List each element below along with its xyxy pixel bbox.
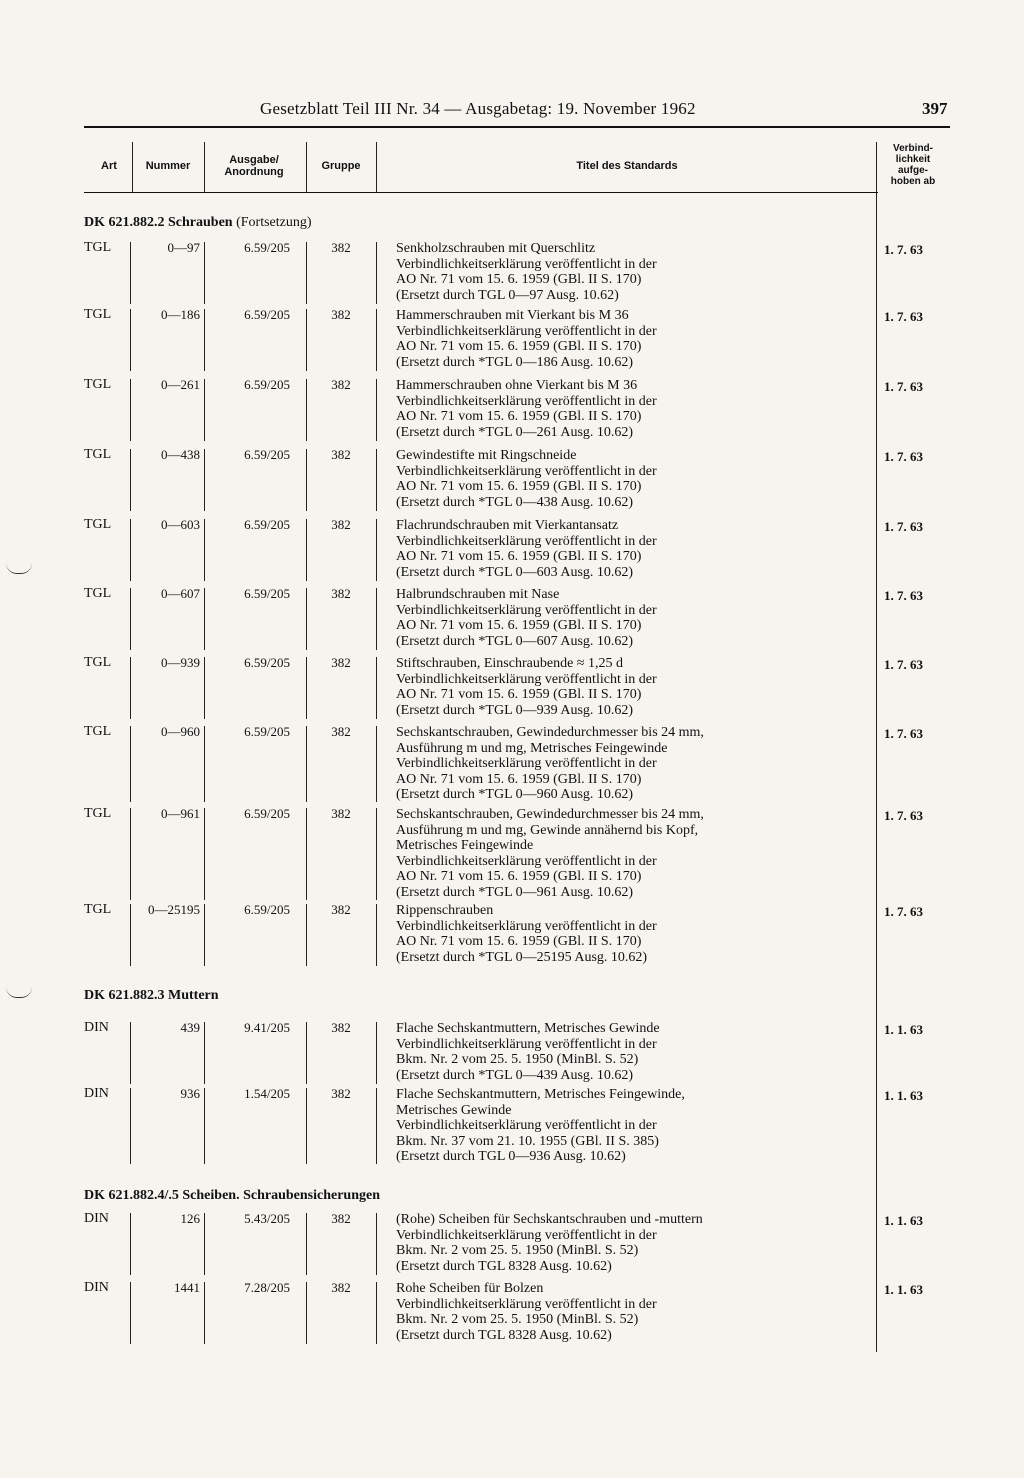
cell-gruppe: 382 (331, 377, 351, 392)
cell-ausgabe: 7.28/205 (244, 1280, 290, 1295)
row-divider (204, 379, 205, 441)
cell-art: DIN (84, 1211, 109, 1226)
section-heading (84, 215, 312, 231)
row-divider (376, 379, 377, 441)
row-divider (306, 1088, 307, 1164)
cell-gruppe: 382 (331, 655, 351, 670)
row-divider (306, 242, 307, 304)
section-heading (84, 988, 219, 1004)
column-divider (132, 142, 133, 192)
cell-titel: Sechskantschrauben, Gewindedurchmesser bis 24 mm, Ausführung m und mg, Metrisches Feingewinde Verbindlichkeitserklärung veröffentlicht in der AO Nr. 71 vom 15. 6. 1959 (GBl. II S. 170) (Ersetzt durch *TGL 0—960 Ausg. 10.62) (396, 725, 704, 802)
margin-mark (6, 987, 32, 998)
cell-gruppe: 382 (331, 724, 351, 739)
cell-ausgabe: 9.41/205 (244, 1020, 290, 1035)
row-divider (376, 309, 377, 371)
cell-ausgabe: 6.59/205 (244, 586, 290, 601)
cell-datum: 1. 7. 63 (884, 657, 923, 672)
row-divider (130, 242, 131, 304)
section-heading-text: DK 621.882.2 Schrauben (84, 215, 233, 230)
cell-art: DIN (84, 1280, 109, 1295)
section-heading (84, 1188, 380, 1204)
cell-titel: Hammerschrauben ohne Vierkant bis M 36 Verbindlichkeitserklärung veröffentlicht in der AO Nr. 71 vom 15. 6. 1959 (GBl. II S. 170) (Ersetzt durch *TGL 0—261 Ausg. 10.62) (396, 378, 657, 440)
cell-nummer: 0—186 (161, 307, 200, 322)
cell-titel: Rippenschrauben Verbindlichkeitserklärung veröffentlicht in der AO Nr. 71 vom 15. 6. 1959 (GBl. II S. 170) (Ersetzt durch *TGL 0—25195 Ausg. 10.62) (396, 903, 657, 965)
row-divider (204, 1022, 205, 1084)
column-divider-date (876, 142, 877, 1352)
cell-nummer: 0—960 (161, 724, 200, 739)
cell-titel: Senkholzschrauben mit Querschlitz Verbindlichkeitserklärung veröffentlicht in der AO Nr. 71 vom 15. 6. 1959 (GBl. II S. 170) (Ersetzt durch TGL 0—97 Ausg. 10.62) (396, 241, 657, 303)
cell-titel: Flachrundschrauben mit Vierkantansatz Verbindlichkeitserklärung veröffentlicht in der AO Nr. 71 vom 15. 6. 1959 (GBl. II S. 170) (Ersetzt durch *TGL 0—603 Ausg. 10.62) (396, 518, 657, 580)
section-heading-text: DK 621.882.3 Muttern (84, 988, 219, 1003)
margin-mark (6, 563, 32, 574)
row-divider (376, 242, 377, 304)
row-divider (130, 657, 131, 719)
row-divider (130, 588, 131, 650)
row-divider (130, 1022, 131, 1084)
row-divider (306, 449, 307, 511)
column-divider (376, 142, 377, 192)
row-divider (130, 309, 131, 371)
cell-ausgabe: 6.59/205 (244, 307, 290, 322)
cell-nummer: 0—97 (167, 240, 200, 255)
cell-ausgabe: 6.59/205 (244, 377, 290, 392)
column-header-verbindlichkeit: Verbind- lichkeit aufge- hoben ab (890, 143, 936, 187)
page-header-title: Gesetzblatt Teil III Nr. 34 — Ausgabetag: 19. November 1962 (260, 99, 696, 118)
cell-ausgabe: 6.59/205 (244, 655, 290, 670)
cell-art: DIN (84, 1020, 109, 1035)
row-divider (376, 808, 377, 900)
cell-gruppe: 382 (331, 806, 351, 821)
column-header-art: Art (101, 160, 117, 172)
row-divider (130, 1088, 131, 1164)
header-rule (84, 126, 950, 128)
column-header-ausgabe: Ausgabe/ Anordnung (224, 154, 284, 178)
row-divider (204, 449, 205, 511)
row-divider (306, 309, 307, 371)
row-divider (130, 519, 131, 581)
row-divider (306, 588, 307, 650)
row-divider (376, 449, 377, 511)
cell-datum: 1. 7. 63 (884, 519, 923, 534)
cell-ausgabe: 5.43/205 (244, 1211, 290, 1226)
row-divider (204, 1088, 205, 1164)
row-divider (306, 1213, 307, 1275)
cell-ausgabe: 6.59/205 (244, 806, 290, 821)
cell-datum: 1. 7. 63 (884, 309, 923, 324)
cell-art: TGL (84, 307, 112, 322)
cell-art: DIN (84, 1086, 109, 1101)
cell-nummer: 0—261 (161, 377, 200, 392)
row-divider (376, 519, 377, 581)
row-divider (376, 588, 377, 650)
row-divider (376, 657, 377, 719)
cell-art: TGL (84, 724, 112, 739)
row-divider (306, 726, 307, 802)
cell-datum: 1. 7. 63 (884, 588, 923, 603)
row-divider (130, 379, 131, 441)
cell-nummer: 0—939 (161, 655, 200, 670)
cell-titel: Rohe Scheiben für Bolzen Verbindlichkeitserklärung veröffentlicht in der Bkm. Nr. 2 vom 25. 5. 1950 (MinBl. S. 52) (Ersetzt durch TGL 8328 Ausg. 10.62) (396, 1281, 657, 1343)
row-divider (130, 904, 131, 966)
row-divider (306, 1022, 307, 1084)
cell-art: TGL (84, 806, 112, 821)
cell-nummer: 0—607 (161, 586, 200, 601)
cell-nummer: 126 (180, 1211, 200, 1226)
cell-ausgabe: 6.59/205 (244, 902, 290, 917)
row-divider (376, 1088, 377, 1164)
cell-datum: 1. 1. 63 (884, 1213, 923, 1228)
cell-datum: 1. 1. 63 (884, 1022, 923, 1037)
row-divider (306, 1282, 307, 1344)
cell-datum: 1. 7. 63 (884, 726, 923, 741)
cell-titel: Sechskantschrauben, Gewindedurchmesser bis 24 mm, Ausführung m und mg, Gewinde annähernd bis Kopf, Metrisches Feingewinde Verbindlichkeitserklärung veröffentlicht in der AO Nr. 71 vom 15. 6. 1959 (GBl. II S. 170) (Ersetzt durch *TGL 0—961 Ausg. 10.62) (396, 807, 704, 900)
cell-nummer: 0—603 (161, 517, 200, 532)
section-heading-text: DK 621.882.4/.5 Scheiben. Schraubensicherungen (84, 1188, 380, 1203)
row-divider (204, 519, 205, 581)
cell-nummer: 0—961 (161, 806, 200, 821)
row-divider (306, 519, 307, 581)
row-divider (204, 904, 205, 966)
row-divider (204, 588, 205, 650)
cell-datum: 1. 7. 63 (884, 449, 923, 464)
row-divider (204, 726, 205, 802)
cell-art: TGL (84, 902, 112, 917)
row-divider (306, 657, 307, 719)
cell-titel: Hammerschrauben mit Vierkant bis M 36 Verbindlichkeitserklärung veröffentlicht in der AO Nr. 71 vom 15. 6. 1959 (GBl. II S. 170) (Ersetzt durch *TGL 0—186 Ausg. 10.62) (396, 308, 657, 370)
cell-ausgabe: 1.54/205 (244, 1086, 290, 1101)
cell-datum: 1. 1. 63 (884, 1088, 923, 1103)
cell-nummer: 936 (180, 1086, 200, 1101)
cell-titel: Stiftschrauben, Einschraubende ≈ 1,25 d Verbindlichkeitserklärung veröffentlicht in der AO Nr. 71 vom 15. 6. 1959 (GBl. II S. 170) (Ersetzt durch *TGL 0—939 Ausg. 10.62) (396, 656, 657, 718)
row-divider (376, 726, 377, 802)
cell-gruppe: 382 (331, 240, 351, 255)
cell-datum: 1. 7. 63 (884, 379, 923, 394)
cell-titel: (Rohe) Scheiben für Sechskantschrauben und -muttern Verbindlichkeitserklärung veröffentlicht in der Bkm. Nr. 2 vom 25. 5. 1950 (MinBl. S. 52) (Ersetzt durch TGL 8328 Ausg. 10.62) (396, 1212, 703, 1274)
cell-datum: 1. 7. 63 (884, 808, 923, 823)
cell-titel: Flache Sechskantmuttern, Metrisches Gewinde Verbindlichkeitserklärung veröffentlicht in der Bkm. Nr. 2 vom 25. 5. 1950 (MinBl. S. 52) (Ersetzt durch *TGL 0—439 Ausg. 10.62) (396, 1021, 660, 1083)
cell-datum: 1. 7. 63 (884, 904, 923, 919)
cell-ausgabe: 6.59/205 (244, 517, 290, 532)
cell-art: TGL (84, 240, 112, 255)
cell-art: TGL (84, 517, 112, 532)
row-divider (130, 1282, 131, 1344)
cell-art: TGL (84, 655, 112, 670)
cell-art: TGL (84, 377, 112, 392)
column-header-rule (84, 192, 878, 193)
row-divider (376, 904, 377, 966)
column-header-gruppe: Gruppe (321, 160, 361, 172)
row-divider (376, 1022, 377, 1084)
cell-gruppe: 382 (331, 1280, 351, 1295)
cell-art: TGL (84, 447, 112, 462)
row-divider (130, 808, 131, 900)
cell-gruppe: 382 (331, 1211, 351, 1226)
cell-gruppe: 382 (331, 517, 351, 532)
row-divider (306, 808, 307, 900)
cell-gruppe: 382 (331, 1086, 351, 1101)
cell-titel: Gewindestifte mit Ringschneide Verbindlichkeitserklärung veröffentlicht in der AO Nr. 71 vom 15. 6. 1959 (GBl. II S. 170) (Ersetzt durch *TGL 0—438 Ausg. 10.62) (396, 448, 657, 510)
row-divider (130, 449, 131, 511)
cell-titel: Flache Sechskantmuttern, Metrisches Feingewinde, Metrisches Gewinde Verbindlichkeitserklärung veröffentlicht in der Bkm. Nr. 37 vom 21. 10. 1955 (GBl. II S. 385) (Ersetzt durch TGL 0—936 Ausg. 10.62) (396, 1087, 685, 1164)
page-number: 397 (922, 99, 948, 118)
row-divider (204, 309, 205, 371)
row-divider (204, 657, 205, 719)
row-divider (130, 726, 131, 802)
cell-gruppe: 382 (331, 307, 351, 322)
row-divider (204, 1213, 205, 1275)
cell-titel: Halbrundschrauben mit Nase Verbindlichkeitserklärung veröffentlicht in der AO Nr. 71 vom 15. 6. 1959 (GBl. II S. 170) (Ersetzt durch *TGL 0—607 Ausg. 10.62) (396, 587, 657, 649)
cell-ausgabe: 6.59/205 (244, 240, 290, 255)
row-divider (130, 1213, 131, 1275)
cell-nummer: 0—438 (161, 447, 200, 462)
cell-gruppe: 382 (331, 447, 351, 462)
cell-nummer: 1441 (174, 1280, 200, 1295)
cell-nummer: 0—25195 (148, 902, 200, 917)
row-divider (204, 808, 205, 900)
cell-ausgabe: 6.59/205 (244, 447, 290, 462)
column-divider (306, 142, 307, 192)
cell-ausgabe: 6.59/205 (244, 724, 290, 739)
cell-gruppe: 382 (331, 902, 351, 917)
column-divider (204, 142, 205, 192)
row-divider (204, 242, 205, 304)
cell-datum: 1. 1. 63 (884, 1282, 923, 1297)
row-divider (376, 1282, 377, 1344)
column-header-nummer: Nummer (145, 160, 191, 172)
row-divider (204, 1282, 205, 1344)
row-divider (306, 379, 307, 441)
row-divider (306, 904, 307, 966)
cell-nummer: 439 (180, 1020, 200, 1035)
row-divider (376, 1213, 377, 1275)
cell-gruppe: 382 (331, 586, 351, 601)
column-header-titel: Titel des Standards (576, 160, 678, 172)
cell-art: TGL (84, 586, 112, 601)
cell-gruppe: 382 (331, 1020, 351, 1035)
section-heading-suffix: (Fortsetzung) (236, 215, 312, 230)
cell-datum: 1. 7. 63 (884, 242, 923, 257)
